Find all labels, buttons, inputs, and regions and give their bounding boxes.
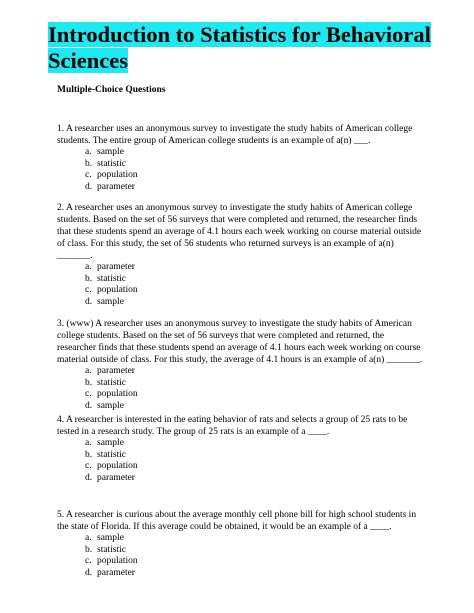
title-line-2: Sciences — [48, 48, 128, 73]
option-letter: b. — [85, 273, 93, 284]
question-text: 1. A researcher uses an anonymous survey to investigate the study habits of American college students. The entire group of American college students is an example of a(n) ___. — [57, 124, 413, 146]
option-text: parameter — [97, 262, 135, 272]
option-letter: c. — [85, 170, 92, 181]
answer-options — [57, 262, 423, 308]
option-letter: b. — [85, 544, 93, 555]
option-b — [85, 545, 423, 557]
option-c — [85, 461, 423, 473]
option-text: sample — [97, 296, 124, 307]
answer-options — [57, 147, 423, 193]
option-text: sample — [97, 400, 124, 411]
option-text: population — [97, 461, 138, 472]
option-text: population — [97, 170, 138, 181]
option-text: parameter — [97, 472, 135, 483]
option-text: population — [97, 285, 138, 296]
option-a — [85, 438, 423, 450]
option-a — [85, 533, 423, 545]
answer-options — [57, 366, 423, 412]
question-text: 3. (www) A researcher uses an anonymous survey to investigate the study habits of American college students. Based on the set of 56 surveys that were completed and returned, the researcher finds that these students spend an average of 4.1 hours each week working on course material outside of class. For this study, the average of 4.1 hours is an example of a(n) _______. — [57, 319, 423, 365]
document-title — [48, 22, 438, 74]
option-text: statistic — [97, 273, 127, 284]
option-d — [85, 401, 423, 413]
option-letter: a. — [85, 147, 92, 157]
option-a — [85, 366, 423, 378]
option-text: parameter — [97, 181, 135, 192]
option-b — [85, 159, 423, 171]
question-1 — [57, 123, 423, 193]
option-b — [85, 274, 423, 286]
option-b — [85, 450, 423, 462]
question-text: 4. A researcher is interested in the eating behavior of rats and selects a group of 25 rats to be tested in a research study. The group of 25 rats is an example of a ____. — [57, 415, 408, 437]
question-text: 2. A researcher uses an anonymous survey to investigate the study habits of American college students. Based on the set of 56 surveys that were completed and returned, the researcher finds that these students spend an average of 4.1 hours each week working on course material outside of class. For this study, the set of 56 students who returned surveys is an example of a(n) _______. — [57, 203, 422, 261]
option-d — [85, 473, 423, 485]
question-text: 5. A researcher is curious about the average monthly cell phone bill for high school students in the state of Florida. If this average could be obtained, it would be an example of a ____. — [57, 510, 417, 532]
option-text: statistic — [97, 158, 127, 169]
question-4 — [57, 414, 423, 484]
option-b — [85, 378, 423, 390]
option-letter: d. — [85, 181, 93, 192]
option-letter: c. — [85, 556, 92, 567]
option-text: statistic — [97, 377, 127, 388]
option-a — [85, 147, 423, 159]
option-letter: a. — [85, 262, 92, 272]
title-line-1: Introduction to Statistics for Behavioral — [48, 22, 431, 47]
option-letter: a. — [85, 366, 92, 376]
option-letter: c. — [85, 285, 92, 296]
option-letter: b. — [85, 377, 93, 388]
answer-options — [57, 438, 423, 484]
option-c — [85, 170, 423, 182]
option-letter: d. — [85, 472, 93, 483]
option-d — [85, 297, 423, 309]
option-text: statistic — [97, 449, 127, 460]
option-letter: b. — [85, 449, 93, 460]
option-text: parameter — [97, 567, 135, 578]
option-text: parameter — [97, 366, 135, 376]
section-heading: Multiple-Choice Questions — [57, 85, 166, 95]
option-letter: c. — [85, 389, 92, 400]
option-letter: c. — [85, 461, 92, 472]
option-a — [85, 262, 423, 274]
option-text: population — [97, 556, 138, 567]
option-text: statistic — [97, 544, 127, 555]
answer-options — [57, 533, 423, 579]
option-letter: d. — [85, 567, 93, 578]
option-letter: a. — [85, 533, 92, 543]
option-c — [85, 285, 423, 297]
option-letter: d. — [85, 400, 93, 411]
option-text: population — [97, 389, 138, 400]
option-c — [85, 389, 423, 401]
question-3 — [57, 318, 423, 412]
option-letter: b. — [85, 158, 93, 169]
option-letter: d. — [85, 296, 93, 307]
question-2 — [57, 202, 423, 308]
option-text: sample — [97, 533, 124, 543]
question-5 — [57, 509, 423, 579]
option-letter: a. — [85, 438, 92, 448]
option-c — [85, 556, 423, 568]
option-text: sample — [97, 147, 124, 157]
option-text: sample — [97, 438, 124, 448]
option-d — [85, 182, 423, 194]
option-d — [85, 568, 423, 580]
